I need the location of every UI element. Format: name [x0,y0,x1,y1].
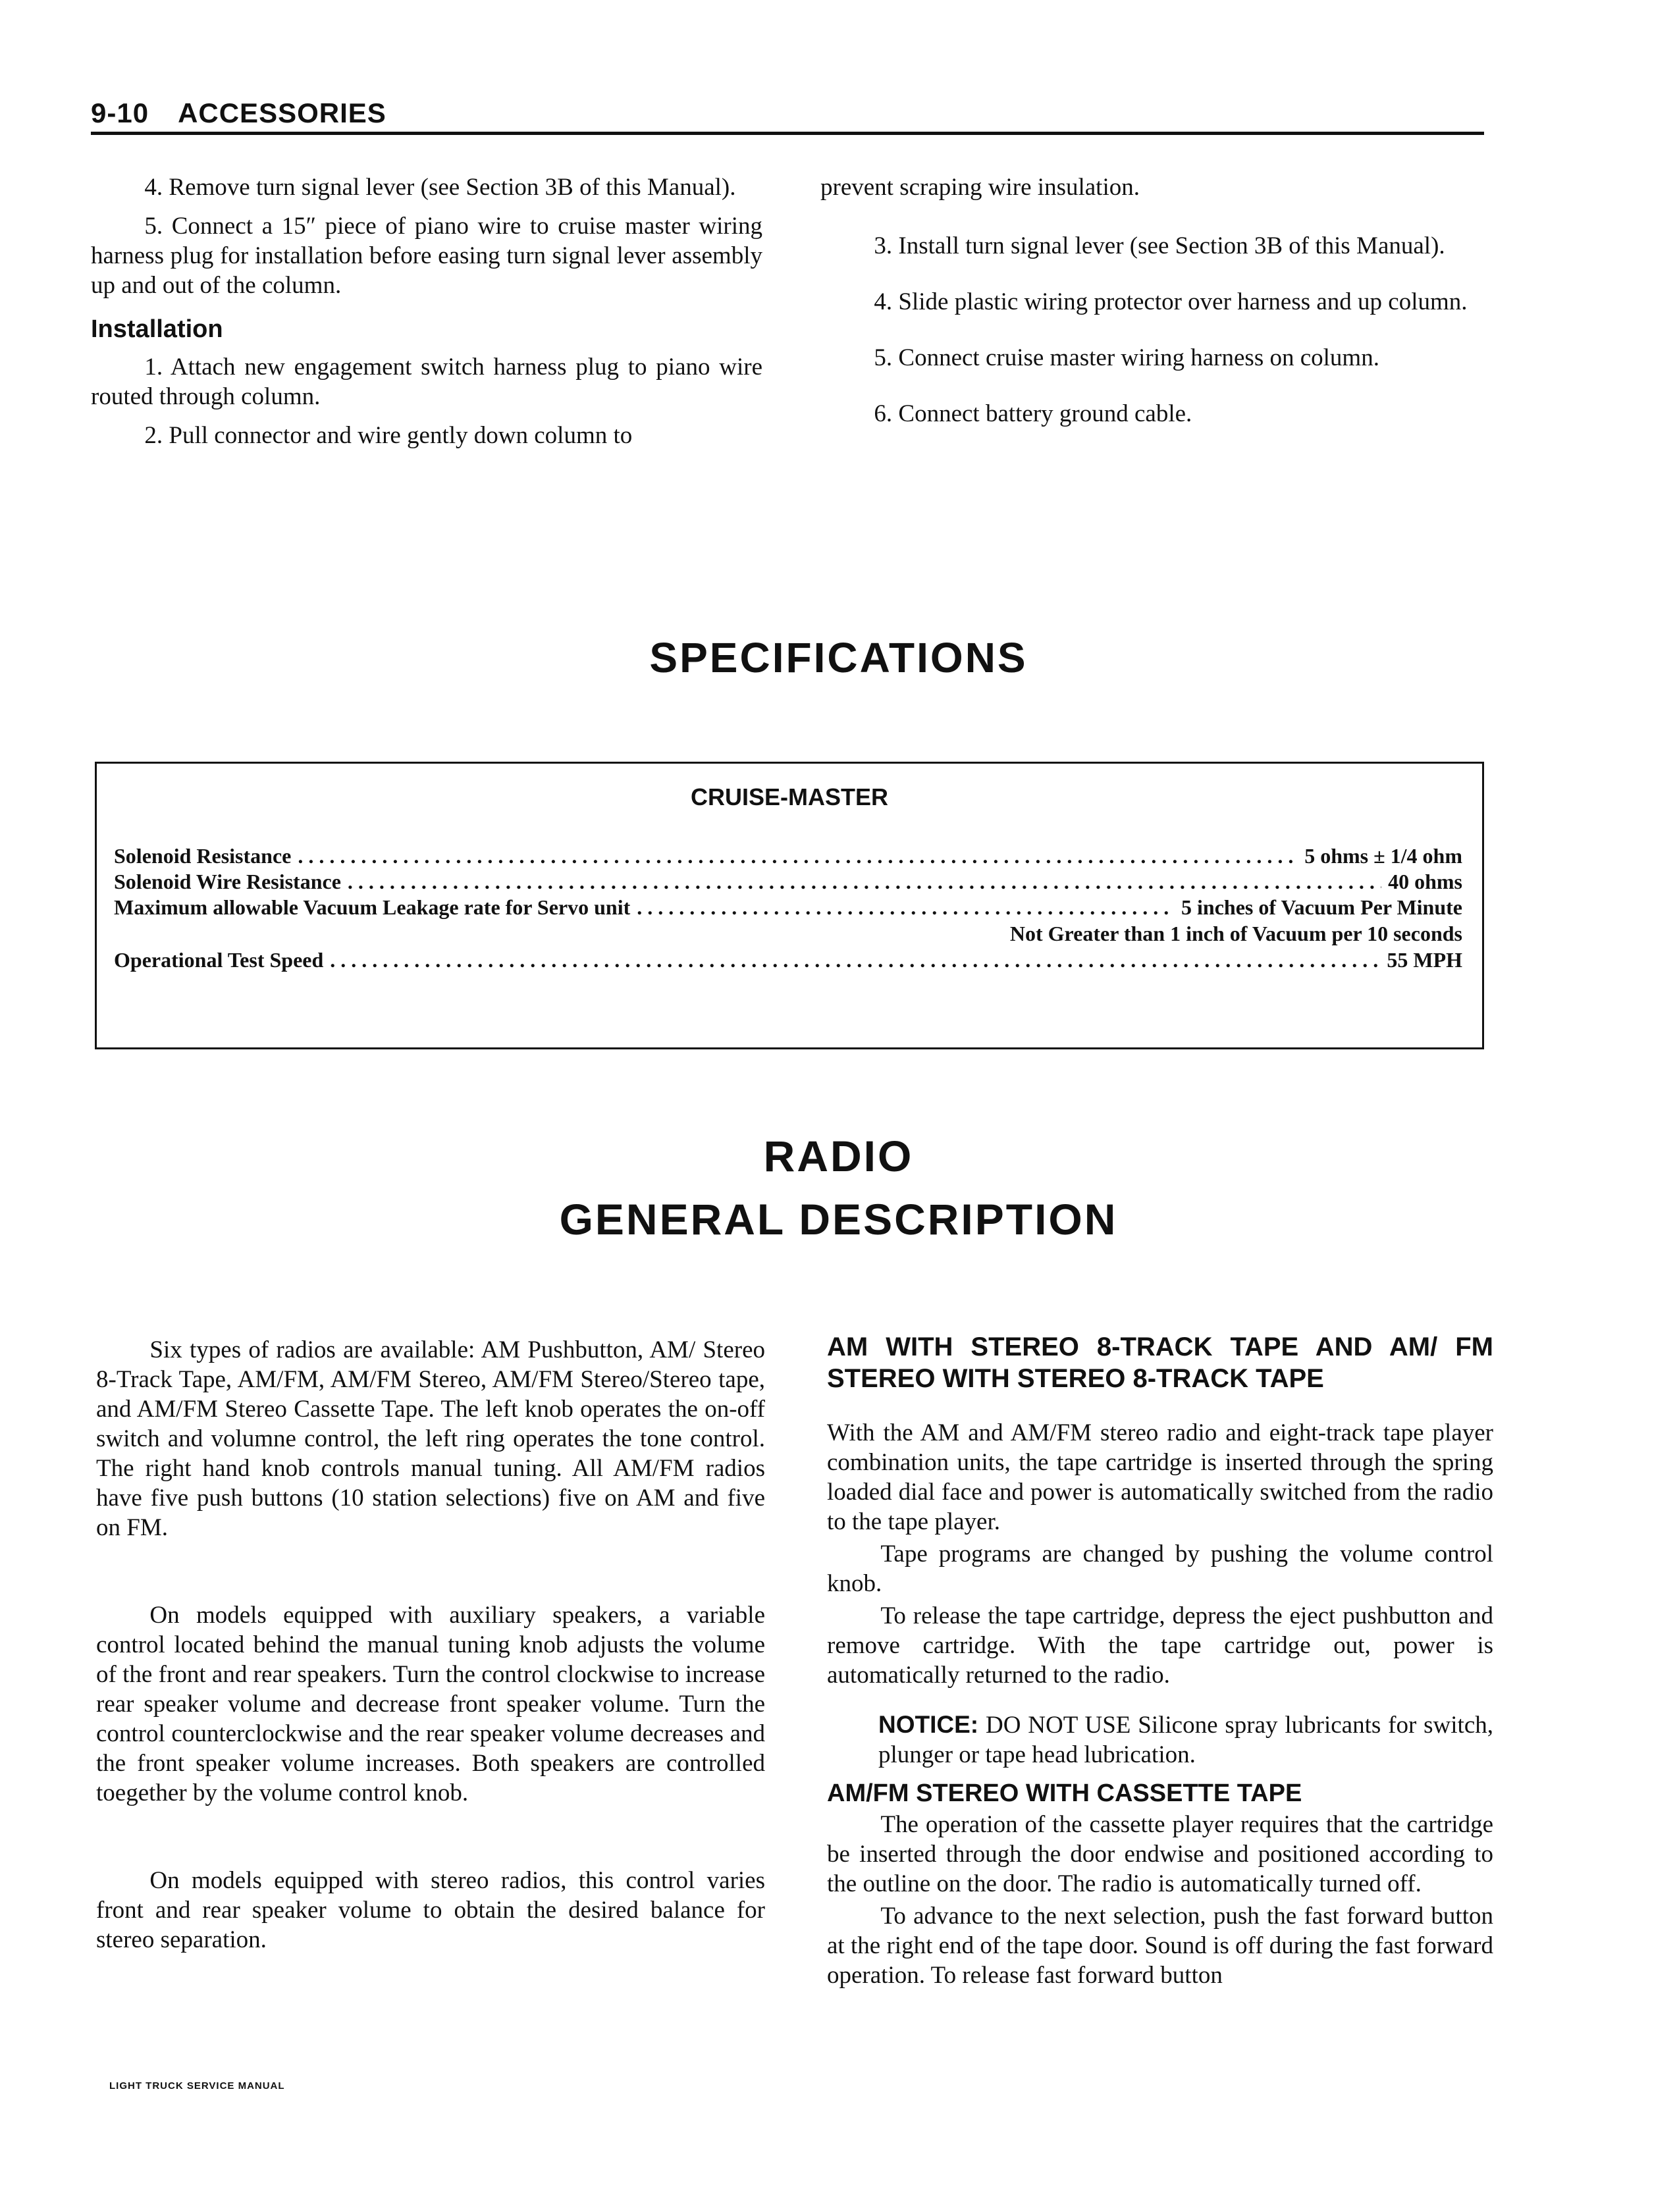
notice-text: DO NOT USE Silicone spray lubricants for switch, plunger or tape head lubrication. [878,1712,1493,1768]
installation-heading: Installation [91,315,223,343]
paragraph: 1. Attach new engagement switch harness plug to piano wire routed through column. [91,354,762,410]
general-description-title: GENERAL DESCRIPTION [559,1195,1118,1244]
cassette-heading: AM/FM STEREO WITH CASSETTE TAPE [827,1779,1302,1807]
paragraph: 5. Connect cruise master wiring harness on column. [874,344,1379,371]
spec-value: Not Greater than 1 inch of Vacuum per 10 seconds [1009,922,1462,945]
spec-row [114,948,1462,972]
paragraph: Six types of radios are available: AM Pushbutton, AM/ Stereo 8-Track Tape, AM/FM, AM/FM Stereo, AM/FM Stereo/Stereo tape, and AM/FM Stereo Cassette Tape. The left knob operates the on-off switch and volumne control, the left ring operates the tone control. The right hand knob controls manual tuning. All AM/FM radios have five push buttons (10 station selections) five on AM and five on FM. [96,1336,765,1541]
paragraph: The operation of the cassette player requires that the cartridge be inserted through the door endwise and positioned according to the outline on the door. The radio is automatically turned off. [827,1811,1493,1897]
paragraph: prevent scraping wire insulation. [820,174,1140,201]
spec-label: Maximum allowable Vacuum Leakage rate for Servo unit [114,895,631,919]
radio-title: RADIO [763,1132,914,1180]
leader-dots [298,844,1298,868]
paragraph: 2. Pull connector and wire gently down column to [144,422,633,449]
spec-label: Solenoid Resistance [114,844,292,868]
spec-value: 40 ohms [1388,870,1462,893]
page-number: 9-10 [91,97,149,128]
paragraph: On models equipped with auxiliary speakers, a variable control located behind the manual tuning knob adjusts the volume of the front and rear speakers. Turn the control clockwise to increase rear speaker volume and decrease front speaker volume. Turn the control counterclockwise and the rear speaker volume decreases and the front speaker volume increases. Both speakers are controlled toegether by the volume control knob. [96,1602,765,1806]
spec-value: 55 MPH [1387,948,1462,972]
spec-row [114,895,1462,920]
spec-row [114,870,1462,894]
notice [827,1710,1493,1770]
paragraph: 5. Connect a 15″ piece of piano wire to cruise master wiring harness plug for installation before easing turn signal lever assembly up and out of the column. [91,213,762,299]
spec-value: 5 ohms ± 1/4 ohm [1304,844,1462,868]
radio-right-column [827,1331,1493,1999]
spec-label: Operational Test Speed [114,948,324,972]
eight-track-heading: AM WITH STEREO 8-TRACK TAPE AND AM/ FM STEREO WITH STEREO 8-TRACK TAPE [827,1332,1493,1393]
paragraph: To release the tape cartridge, depress the eject pushbutton and remove cartridge. With the tape cartridge out, power is automatically returned to the radio. [827,1602,1493,1689]
specifications-title: SPECIFICATIONS [649,634,1028,681]
leader-dots [330,948,1380,972]
radio-left-column [96,1335,765,1964]
top-right-column [820,172,1488,438]
paragraph: 4. Remove turn signal lever (see Section 3B of this Manual). [144,174,736,201]
paragraph: With the AM and AM/FM stereo radio and eight-track tape player combination units, the tape cartridge is inserted through the spring loaded dial face and power is automatically switched from the radio to the tape player. [827,1419,1493,1535]
section-title: ACCESSORIES [178,97,386,128]
paragraph: 6. Connect battery ground cable. [874,400,1192,427]
page-header [91,97,386,129]
paragraph: On models equipped with stereo radios, this control varies front and rear speaker volume to obtain the desired balance for stereo separation. [96,1867,765,1953]
header-rule [91,132,1484,135]
spec-row [114,922,1462,946]
footer-text: LIGHT TRUCK SERVICE MANUAL [109,2080,285,2092]
notice-label: NOTICE: [878,1711,979,1738]
paragraph: To advance to the next selection, push the fast forward button at the right end of the tape door. Sound is off during the fast forward operation. To release fast forward button [827,1903,1493,1989]
spec-value: 5 inches of Vacuum Per Minute [1181,895,1462,919]
paragraph: Tape programs are changed by pushing the volume control knob. [827,1540,1493,1597]
top-left-column [91,172,762,460]
cruise-master-spec-box [95,762,1484,1049]
leader-dots [637,895,1175,920]
spec-row [114,844,1462,868]
leader-dots [348,870,1381,894]
spec-box-title: CRUISE-MASTER [690,783,888,810]
spec-label: Solenoid Wire Resistance [114,870,341,893]
paragraph: 4. Slide plastic wiring protector over harness and up column. [874,288,1468,315]
paragraph: 3. Install turn signal lever (see Section 3B of this Manual). [874,232,1445,259]
